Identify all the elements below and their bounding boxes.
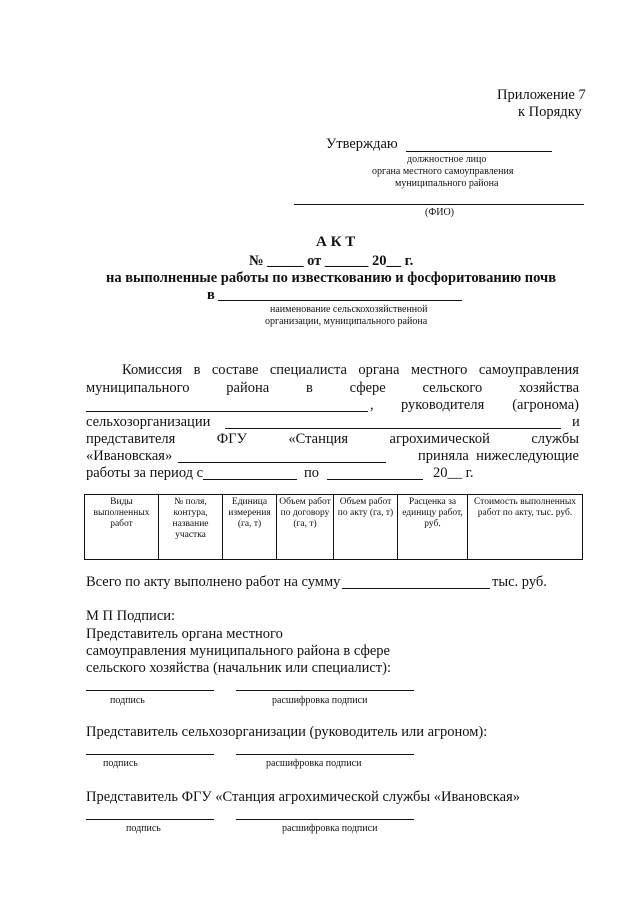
- column-header-act-volume: Объем работ по акту (га, т): [334, 495, 398, 560]
- word: представителя: [86, 431, 176, 447]
- act-number-line: № _____ от ______ 20__ г.: [249, 253, 414, 269]
- rep3-signature-line: [86, 819, 214, 820]
- rep2-decode-line: [236, 754, 414, 755]
- word: нижеследующие: [476, 448, 579, 464]
- paragraph-row-1: [122, 362, 579, 379]
- period-from-label: работы за период с: [86, 465, 204, 481]
- word: района: [226, 380, 270, 396]
- appendix-reference: к Порядку: [518, 104, 582, 120]
- organization-caption-1: наименование сельскохозяйственной: [270, 304, 428, 315]
- word: «Станция: [288, 431, 349, 447]
- period-year: 20__ г.: [433, 465, 474, 481]
- word: в: [193, 362, 201, 378]
- word: агрохимической: [389, 431, 490, 447]
- rep2-signature-line: [86, 754, 214, 755]
- works-table: [84, 494, 583, 560]
- word: приняла: [418, 448, 469, 464]
- ivanovskaya-label: «Ивановская»: [86, 448, 173, 464]
- rep1-decode-line: [236, 690, 414, 691]
- word: (агронома): [512, 397, 579, 413]
- total-suffix: тыс. руб.: [492, 574, 547, 590]
- word: ФГУ: [216, 431, 247, 447]
- organization-caption-2: организации, муниципального района: [265, 316, 428, 327]
- act-title: А К Т: [316, 234, 356, 250]
- rep3-label: Представитель ФГУ «Станция агрохимической службы «Ивановская»: [86, 789, 521, 805]
- column-header-field-number: № поля, контура, название участка: [159, 495, 223, 560]
- paragraph-row-2: [86, 380, 579, 397]
- row3-comma: ,: [370, 397, 374, 413]
- organization-name-line: [218, 300, 462, 301]
- word: службы: [531, 431, 579, 447]
- total-amount-line: [342, 588, 490, 589]
- word: местного: [410, 362, 468, 378]
- word: специалиста: [269, 362, 347, 378]
- word: Комиссия: [122, 362, 183, 378]
- approval-caption-district: муниципального района: [395, 178, 499, 189]
- paragraph-row-5: [86, 431, 579, 448]
- approval-signature-line: [406, 151, 552, 152]
- column-header-total-cost: Стоимость выполненных работ по акту, тыс. руб.: [468, 495, 583, 560]
- rep2-sign-caption: подпись: [103, 758, 138, 769]
- word: органа: [358, 362, 400, 378]
- word: сфере: [349, 380, 386, 396]
- period-to-label: по: [304, 465, 320, 481]
- rep1-line-2: самоуправления муниципального района в сфере: [86, 643, 390, 659]
- period-from-line: [203, 479, 297, 480]
- mp-signatures-label: М П Подписи:: [86, 608, 176, 624]
- approval-fio-caption: (ФИО): [425, 207, 455, 218]
- word: муниципального: [86, 380, 190, 396]
- word: составе: [211, 362, 259, 378]
- rep1-decode-caption: расшифровка подписи: [272, 695, 368, 706]
- approval-caption-position: должностное лицо: [407, 154, 487, 165]
- rep2-decode-caption: расшифровка подписи: [266, 758, 362, 769]
- rep1-sign-caption: подпись: [110, 695, 145, 706]
- act-in-prefix: в: [207, 287, 215, 303]
- word: хозяйства: [519, 380, 579, 396]
- approval-label: Утверждаю: [326, 136, 398, 152]
- rep3-sign-caption: подпись: [126, 823, 161, 834]
- rep1-line-1: Представитель органа местного: [86, 626, 283, 642]
- act-subject: на выполненные работы по известкованию и фосфоритованию почв: [106, 270, 557, 286]
- rep3-decode-line: [236, 819, 414, 820]
- fgu-representative-line: [178, 462, 386, 463]
- column-header-unit: Единица измерения (га, т): [223, 495, 277, 560]
- paragraph-row-6-right: [418, 448, 579, 465]
- rep2-label: Представитель сельхозорганизации (руководитель или агроном):: [86, 724, 488, 740]
- column-header-work-types: Виды выполненных работ: [85, 495, 159, 560]
- table-header-row: [85, 495, 583, 560]
- rep1-signature-line: [86, 690, 214, 691]
- rep3-decode-caption: расшифровка подписи: [282, 823, 378, 834]
- word: самоуправления: [478, 362, 579, 378]
- column-header-unit-price: Расценка за единицу работ, руб.: [398, 495, 468, 560]
- period-to-line: [327, 479, 423, 480]
- appendix-number: Приложение 7: [497, 87, 586, 103]
- paragraph-row-3-right: [401, 397, 579, 414]
- word: в: [305, 380, 313, 396]
- word: сельского: [422, 380, 483, 396]
- farm-manager-name-line: [225, 428, 561, 429]
- approval-caption-organ: органа местного самоуправления: [372, 166, 514, 177]
- total-prefix: Всего по акту выполнено работ на сумму: [86, 574, 341, 590]
- specialist-name-line: [86, 411, 368, 412]
- rep1-line-3: сельского хозяйства (начальник или специалист):: [86, 660, 392, 676]
- row4-and: и: [572, 414, 580, 430]
- farm-organization-label: сельхозорганизации: [86, 414, 211, 430]
- approval-fio-line: [294, 204, 584, 205]
- word: руководителя: [401, 397, 485, 413]
- column-header-contract-volume: Объем работ по договору (га, т): [277, 495, 334, 560]
